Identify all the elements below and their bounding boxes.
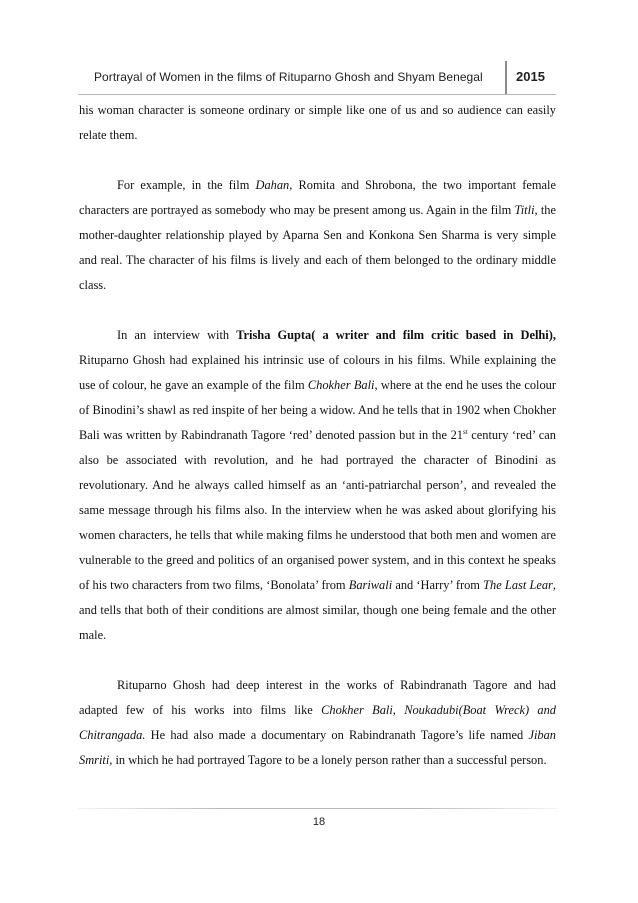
header-year: 2015 xyxy=(516,69,545,84)
paragraph-2-text: the mother-daughter relationship played by Aparna Sen and Konkona Sen Sharma is very simple and real. The character of his films is lively and each of them belonged to the ordinary middle class. xyxy=(79,203,556,292)
page-header xyxy=(78,58,556,95)
paragraph-3-text: , where at the end he uses the colour of Binodini’s shawl as red inspite of her being a widow. And he tells that in 1902 when Chokher Bali was written by Rabindranath Tagore ‘red’ denoted passion but in the 21 xyxy=(79,378,556,442)
film-titles-list: Chokher Bali, Noukadubi(Boat Wreck) and Chitrangada. xyxy=(79,703,556,742)
paragraph-2-text: For example, in the film xyxy=(117,178,256,192)
paragraph-3-text: Rituparno Ghosh had explained his intrinsic use of colours in his films. While explaining the use of colour, he gave an example of the film xyxy=(79,353,556,392)
paragraph-3-text: and ‘Harry’ from xyxy=(392,578,484,592)
film-title-titli: Titli, xyxy=(514,203,538,217)
interviewer-name: Trisha Gupta( a writer and film critic based in Delhi), xyxy=(236,328,556,342)
page-number: 18 xyxy=(312,816,326,828)
paragraph-1 xyxy=(79,98,556,148)
document-body xyxy=(79,98,556,773)
paragraph-2 xyxy=(79,173,556,298)
paragraph-4-text: , in which he had portrayed Tagore to be a lonely person rather than a successful person. xyxy=(109,753,547,767)
paragraph-3-text: , and tells that both of their conditions are almost similar, though one being female and the other male. xyxy=(79,578,556,642)
film-title-jiban-smriti: Jiban Smriti xyxy=(79,728,556,767)
film-title-chokher-bali: Chokher Bali xyxy=(307,378,375,392)
paragraph-3-text: In an interview with xyxy=(117,328,237,342)
film-title-bariwali: Bariwali xyxy=(348,578,393,592)
header-separator xyxy=(505,61,507,94)
footer-divider xyxy=(78,808,558,809)
paragraph-4-text: Rituparno Ghosh had deep interest in the works of Rabindranath Tagore and had adapted few of his works into films like xyxy=(79,678,556,717)
film-title-the-last-lear: The Last Lear xyxy=(483,578,553,592)
paragraph-1-text: his woman character is someone ordinary or simple like one of us and so audience can easily relate them. xyxy=(79,103,556,142)
ordinal-superscript: st xyxy=(463,427,468,436)
paragraph-3 xyxy=(79,323,556,648)
paragraph-4-text: He had also made a documentary on Rabindranath Tagore’s life named xyxy=(145,728,529,742)
film-title-dahan: Dahan, xyxy=(255,178,293,192)
paragraph-3-text: century ‘red’ can also be associated with revolution, and he had portrayed the character of Binodini as revolutionary. And he always called himself as an ‘anti-patriarchal person’, and revealed the same message through his films also. In the interview when he was asked about glorifying his women characters, he tells that while making films he understood that both men and women are vulnerable to the greed and politics of an organised power system, and in this context he speaks of his two characters from two films, ‘Bonolata’ from xyxy=(79,428,556,592)
paragraph-2-text: Romita and Shrobona, the two important female characters are portrayed as somebody who may be present among us. Again in the film xyxy=(79,178,556,217)
paragraph-4 xyxy=(79,673,556,773)
header-title: Portrayal of Women in the films of Rituparno Ghosh and Shyam Benegal xyxy=(94,70,483,84)
